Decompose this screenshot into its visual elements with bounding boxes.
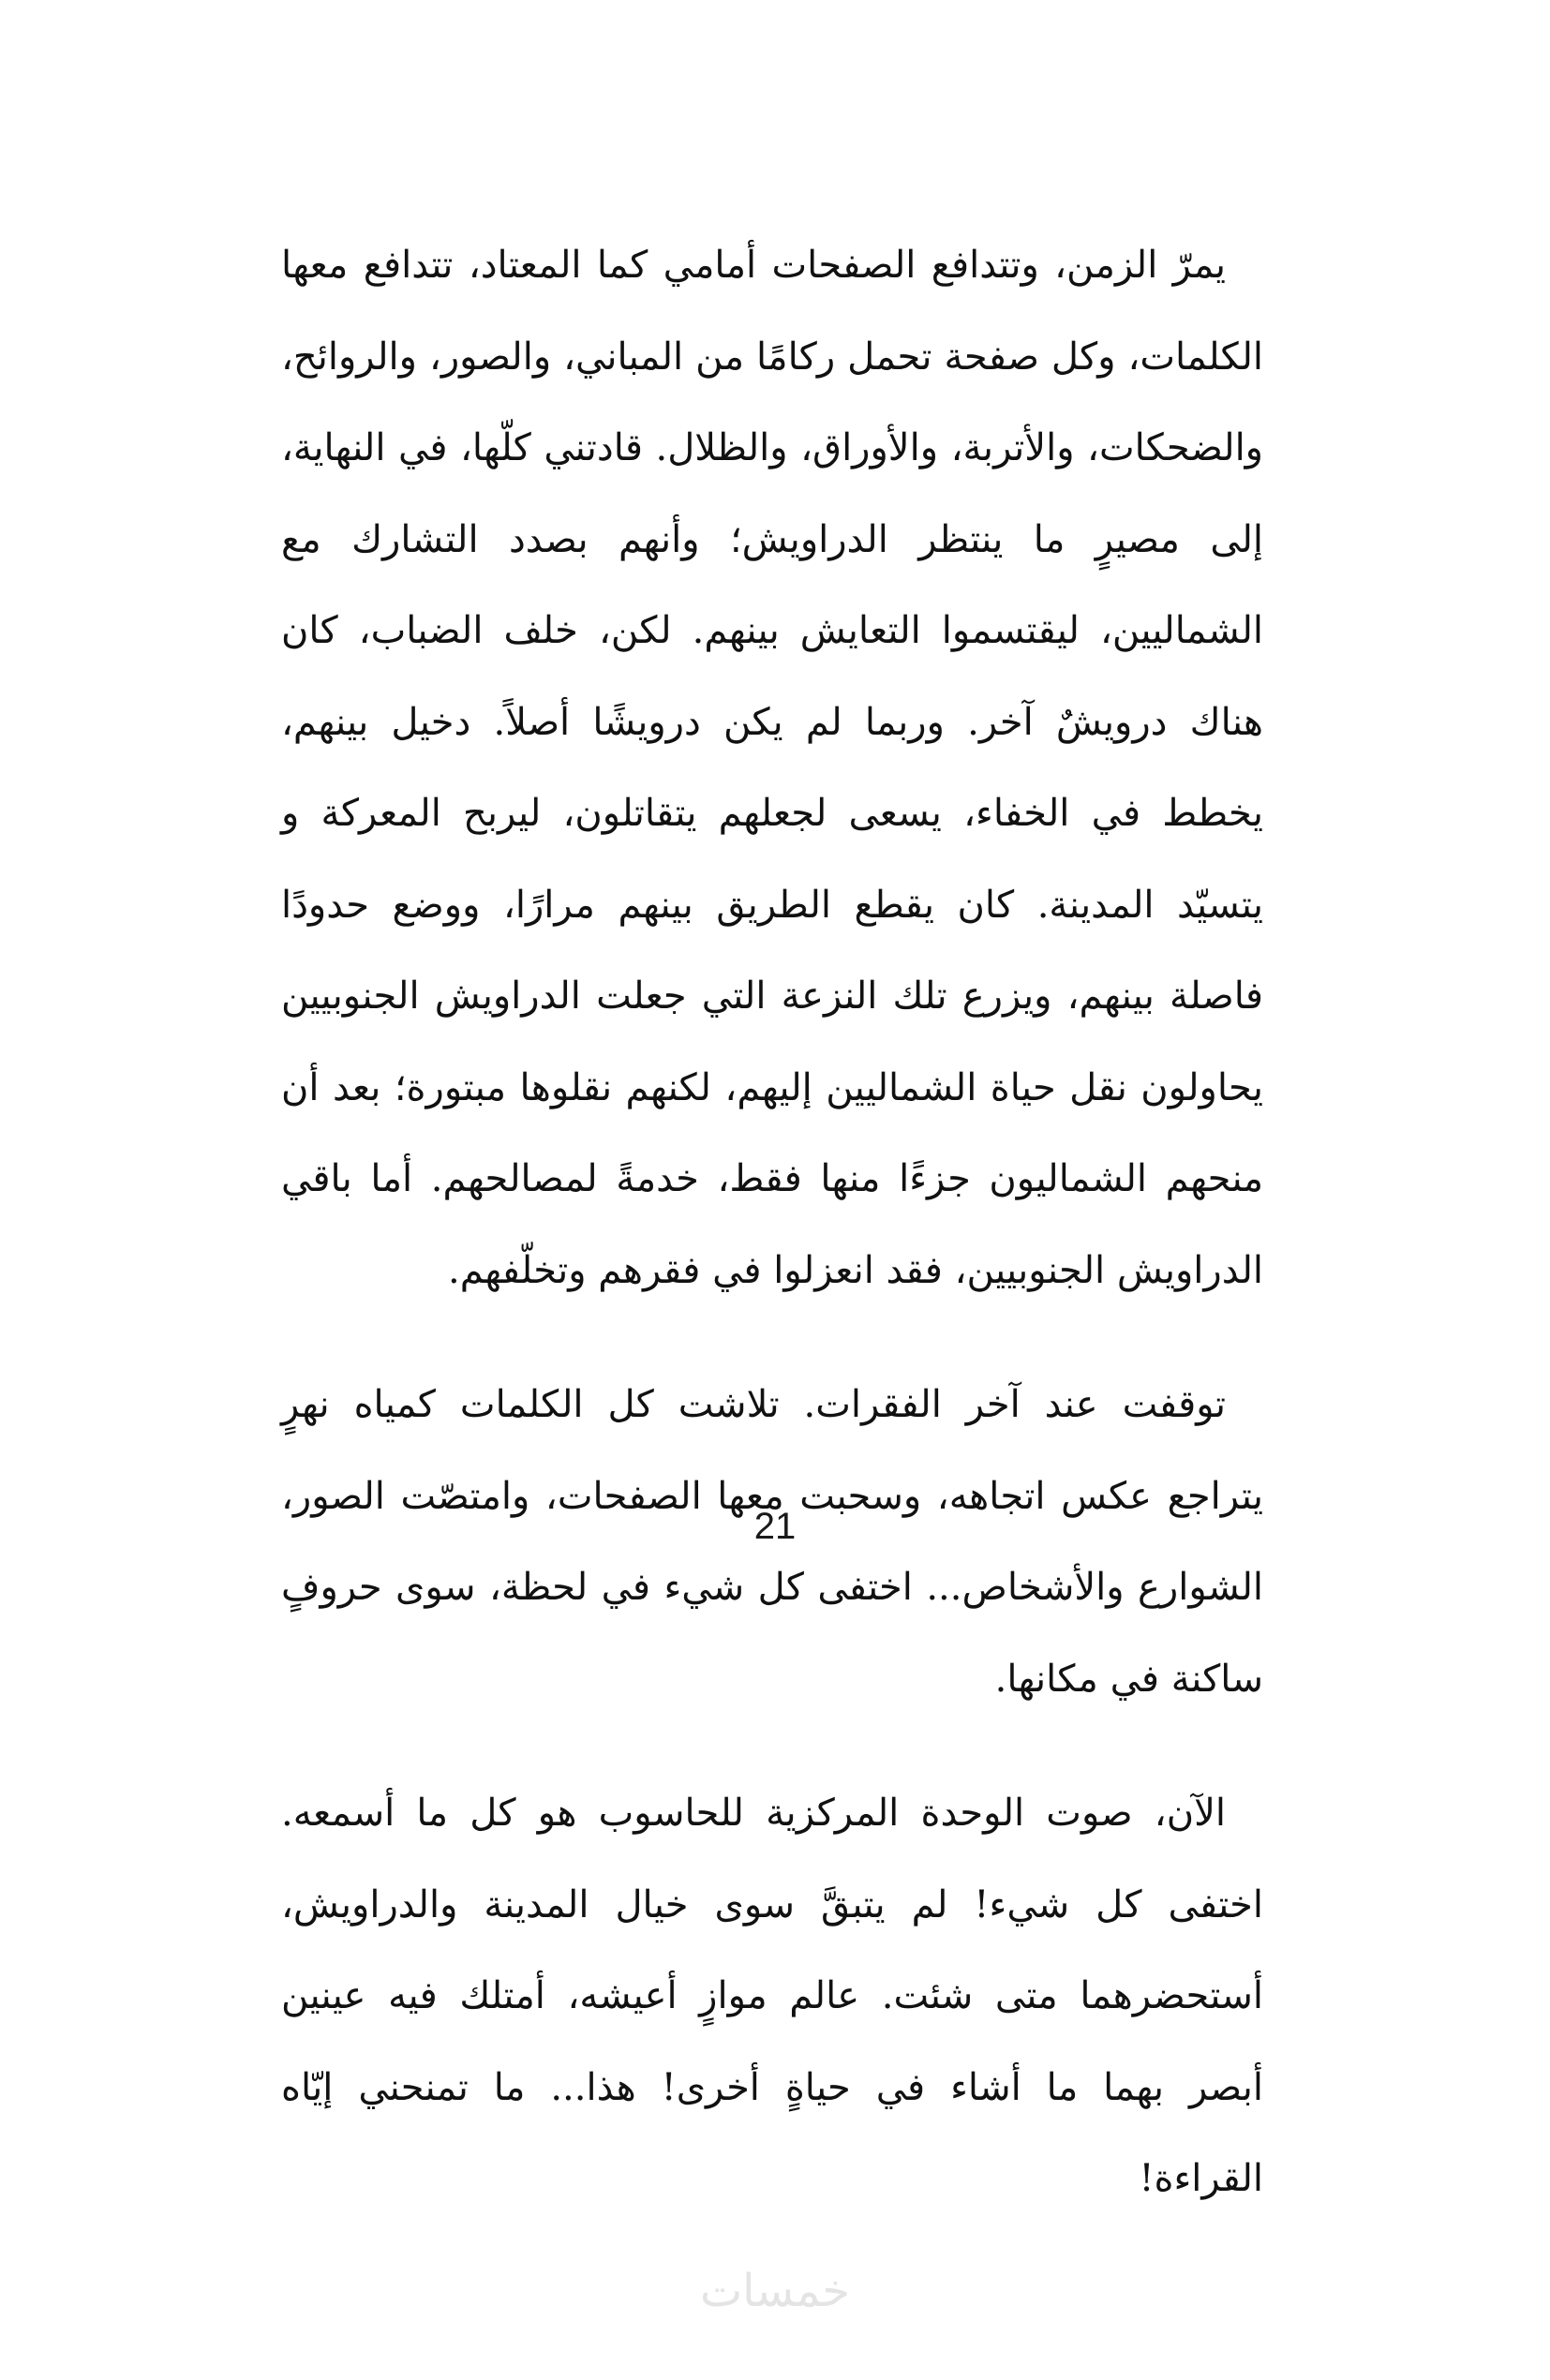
- paragraph-3: الآن، صوت الوحدة المركزية للحاسوب هو كل ما أسمعه. اختفى كل شيء! لم يتبقَّ سوى خيال المدينة والدراويش، أستحضرهما متى شئت. عالم موازٍ أعيشه، أمتلك فيه عينين أبصر بهما ما أشاء في حياةٍ أخرى! هذا... ما تمنحني إيّاه القراءة!: [281, 1792, 1263, 2200]
- paragraph-2: توقفت عند آخر الفقرات. تلاشت كل الكلمات كمياه نهرٍ يتراجع عكس اتجاهه، وسحبت معها الصفحات، وامتصّت الصور، الشوارع والأشخاص... اختفى كل شيء في لحظة، سوى حروفٍ ساكنة في مكانها.: [281, 1383, 1263, 1701]
- body-text: [281, 220, 1263, 2268]
- watermark-logo: خمسات: [699, 2265, 851, 2317]
- page-number: 21: [753, 1506, 797, 1547]
- paragraph-1: يمرّ الزمن، وتتدافع الصفحات أمامي كما المعتاد، تتدافع معها الكلمات، وكل صفحة تحمل ركامًا من المباني، والصور، والروائح، والضحكات، والأتربة، والأوراق، والظلال. قادتني كلّها، في النهاية، إلى مصيرٍ ما ينتظر الدراويش؛ وأنهم بصدد التشارك مع الشماليين، ليقتسموا التعايش بينهم. لكن، خلف الضباب، كان هناك درويشٌ آخر. وربما لم يكن درويشًا أصلاً. دخيل بينهم، يخطط في الخفاء، يسعى لجعلهم يتقاتلون، ليربح المعركة و يتسيّد المدينة. كان يقطع الطريق بينهم مرارًا، ووضع حدودًا فاصلة بينهم، ويزرع تلك النزعة التي جعلت الدراويش الجنوبيين يحاولون نقل حياة الشماليين إليهم، لكنهم نقلوها مبتورة؛ بعد أن منحهم الشماليون جزءًا منها فقط، خدمةً لمصالحهم. أما باقي الدراويش الجنوبيين، فقد انعزلوا في فقرهم وتخلّفهم.: [281, 244, 1263, 1292]
